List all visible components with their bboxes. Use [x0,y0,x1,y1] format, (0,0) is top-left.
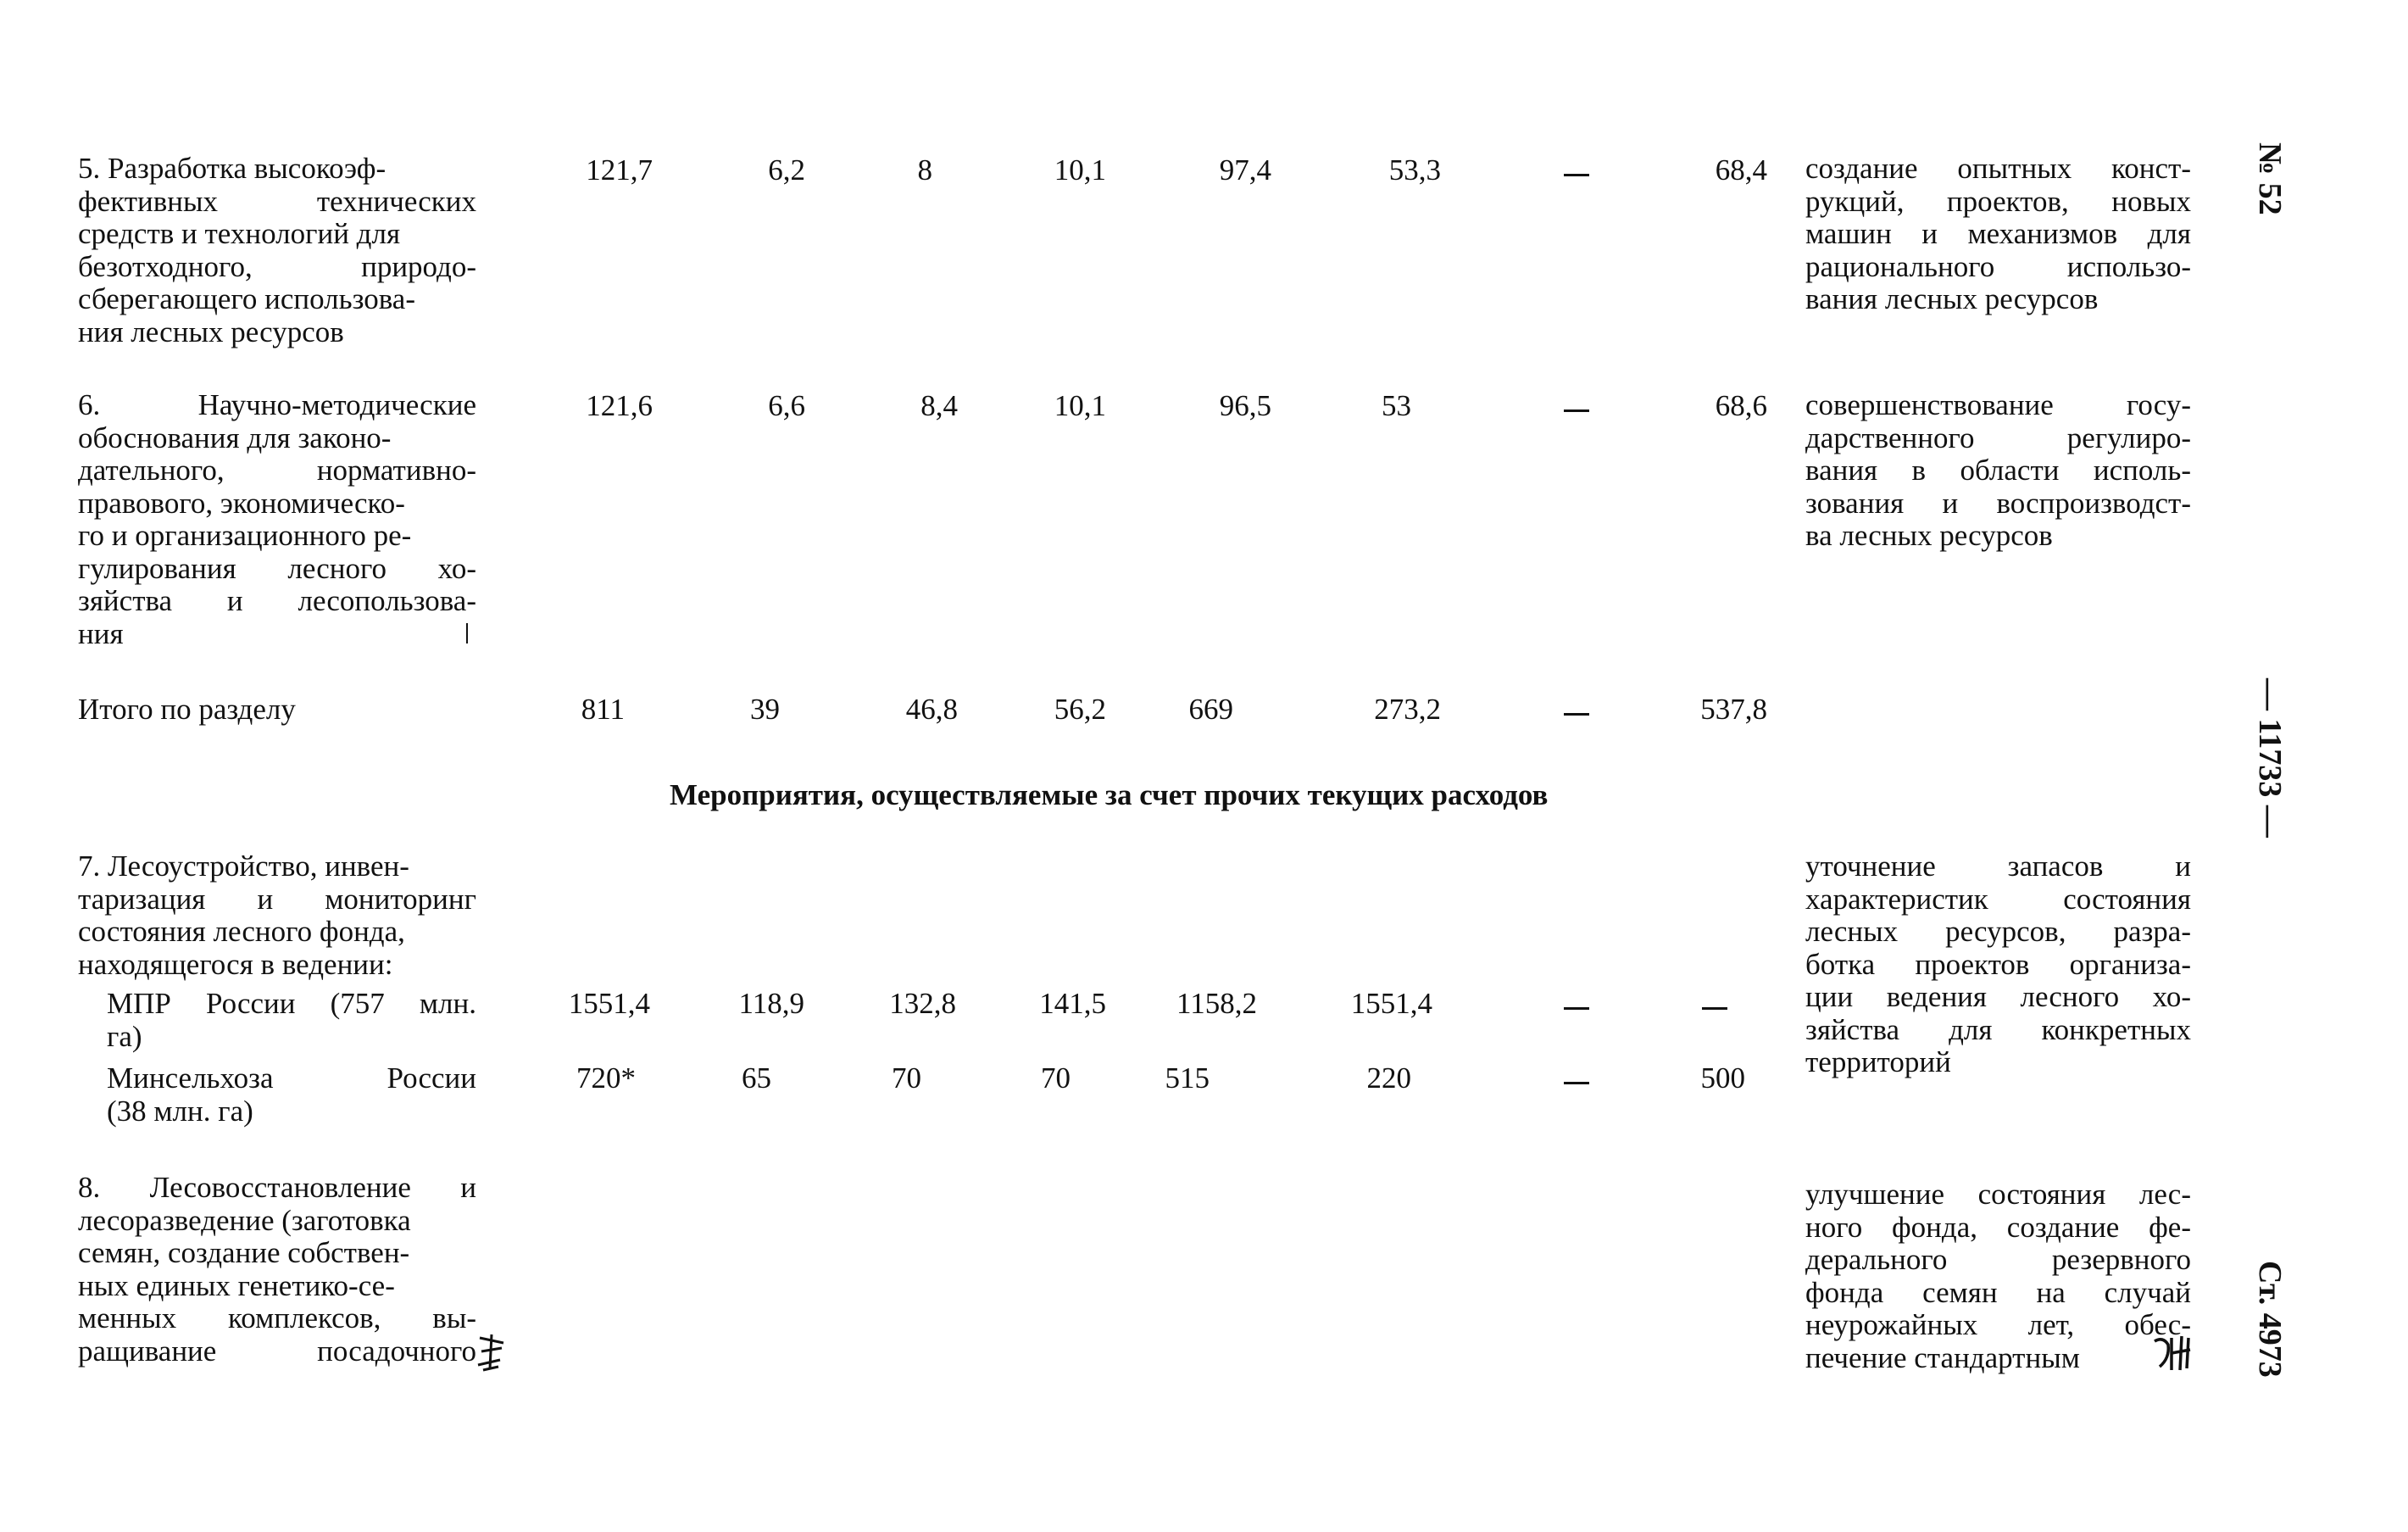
desc-line: го и организационного ре- [78,519,412,552]
desc-line: обоснования для законо- [78,421,392,454]
desc-line: менных комплексов, вы- [78,1301,476,1334]
total-value-other: 537,8 [1700,693,1767,726]
desc-line: фективных технических [78,184,476,218]
result-line: ции ведения лесного хо- [1805,980,2191,1013]
ink-mark [466,623,468,643]
row7-mpr-value-fed: 1551,4 [1350,987,1432,1020]
desc-line: ных единых генетико-се- [78,1268,395,1302]
row6-value-y3: 10,1 [1054,389,1106,422]
row6-value-y4: 96,5 [1219,389,1271,422]
result-line: рукций, проектов, новых [1805,184,2191,218]
desc-line: гулирования лесного хо- [78,551,476,585]
row7-mpr-value-y4: 1158,2 [1176,987,1257,1020]
row8-result [1805,1178,2191,1374]
row7-mpr-value-y3: 141,5 [1039,987,1106,1020]
row5-value-fed: 53,3 [1388,153,1441,187]
row6-value-reg-dash [1564,409,1589,412]
row7-mpr-value-total: 1551,4 [568,987,650,1020]
result-line: улучшение состояния лес- [1805,1178,2191,1211]
total-value-y1: 39 [750,693,780,726]
result-line: дарственного регулиро- [1805,421,2191,454]
row7-minselhoz-value-reg-dash [1564,1082,1589,1084]
result-line: зяйства для конкретных [1805,1012,2191,1046]
row7-minselhoz-value-other: 500 [1700,1061,1745,1095]
row7-minselhoz-value-y2: 70 [892,1061,921,1095]
desc-line: безотходного, природо- [78,249,476,283]
result-line: фонда семян на случай [1805,1275,2191,1309]
row5-value-y3: 10,1 [1054,153,1106,187]
total-label: Итого по разделу [78,693,296,726]
desc-line: зяйства и лесопользова- [78,584,476,617]
total-value-y3: 56,2 [1054,693,1106,726]
row5-value-other: 68,4 [1715,153,1767,187]
row6-value-y1: 6,6 [768,389,805,422]
row7-minselhoz-value-y1: 65 [742,1061,771,1095]
row5-value-reg-dash [1564,174,1589,176]
row7-result [1805,850,2191,1079]
row7-minselhoz-value-y4: 515 [1165,1061,1210,1095]
result-line: вания лесных ресурсов [1805,282,2099,315]
total-value-y4: 669 [1188,693,1233,726]
desc-line: дательного, нормативно- [78,454,476,487]
desc-line: состояния лесного фонда, [78,915,405,948]
result-line: совершенствование госу- [1805,388,2191,421]
row5-value-total: 121,7 [586,153,653,187]
row5-value-y1: 6,2 [768,153,805,187]
row5-result [1805,153,2191,316]
desc-line: 5. Разработка высокоэф- [78,152,387,185]
sub-label-line: (38 млн. га) [107,1094,253,1128]
sub-label-line: МПР России (757 млн. [107,987,476,1020]
desc-line: находящегося в ведении: [78,947,393,981]
row6-value-fed: 53 [1382,389,1411,422]
row8-description [78,1172,476,1368]
row7-minselhoz-value-y3: 70 [1041,1061,1071,1095]
result-line: дерального резервного [1805,1243,2191,1276]
desc-line: лесоразведение (заготовка [78,1203,411,1237]
row7-mpr-value-y1: 118,9 [738,987,804,1020]
row5-value-y2: 8 [917,153,932,187]
row5-value-y4: 97,4 [1219,153,1271,187]
sub-label-line: Минсельхоза России [107,1061,476,1095]
row5-description [78,153,476,348]
page-number: — 11733 — [2252,678,2288,838]
desc-line: сберегающего использова- [78,282,415,315]
result-line: ботка проектов организа- [1805,947,2191,981]
row7-sub-minselhoz-label [107,1062,476,1128]
row7-description [78,850,476,981]
row6-result [1805,389,2191,553]
total-value-fed: 273,2 [1374,693,1441,726]
row7-sub-mpr-label [107,988,476,1053]
result-line: создание опытных конст- [1805,152,2191,185]
desc-line: ния лесных ресурсов [78,315,344,348]
desc-line: 7. Лесоустройство, инвен- [78,850,409,883]
sub-label-line: га) [107,1019,142,1053]
result-line: машин и механизмов для [1805,217,2191,250]
result-line: лесных ресурсов, разра- [1805,915,2191,948]
result-line: вания в области исполь- [1805,454,2191,487]
handwritten-mark-icon [475,1331,509,1373]
desc-line: 8. Лесовосстановление и [78,1171,476,1204]
result-line: зования и воспроизводст- [1805,486,2191,520]
desc-line: правового, экономическо- [78,486,405,520]
total-value-y2: 46,8 [905,693,958,726]
desc-line: 6. Научно-методические [78,388,476,421]
result-line: ного фонда, создание фе- [1805,1210,2191,1244]
issue-number: № 52 [2252,142,2288,215]
row7-mpr-value-y2: 132,8 [889,987,956,1020]
section-heading: Мероприятия, осуществляемые за счет прочих текущих расходов [670,778,1549,811]
desc-line: средств и технологий для [78,217,401,250]
row6-value-y2: 8,4 [920,389,958,422]
row6-value-other: 68,6 [1715,389,1767,422]
desc-line: семян, создание собствен- [78,1236,410,1269]
total-value-total: 811 [581,693,625,726]
result-line: рационального использо- [1805,249,2191,283]
desc-line: таризация и мониторинг [78,882,476,916]
row7-minselhoz-value-fed: 220 [1366,1061,1411,1095]
result-line: неурожайных лет, обес- [1805,1308,2191,1341]
result-line: территорий [1805,1045,1951,1078]
result-line: печение стандартным [1805,1340,2080,1374]
total-value-reg-dash [1564,713,1589,716]
article-number: Ст. 4973 [2252,1261,2288,1378]
row7-mpr-value-other-dash [1702,1007,1727,1010]
row7-minselhoz-value-total: 720* [576,1061,636,1095]
desc-line: ращивание посадочного [78,1334,476,1368]
result-line: характеристик состояния [1805,882,2191,916]
handwritten-mark-icon [2151,1333,2195,1373]
row7-mpr-value-reg-dash [1564,1007,1589,1010]
row6-value-total: 121,6 [586,389,653,422]
desc-line: ния [78,616,124,650]
row6-description [78,389,476,650]
result-line: уточнение запасов и [1805,850,2191,883]
result-line: ва лесных ресурсов [1805,519,2053,552]
